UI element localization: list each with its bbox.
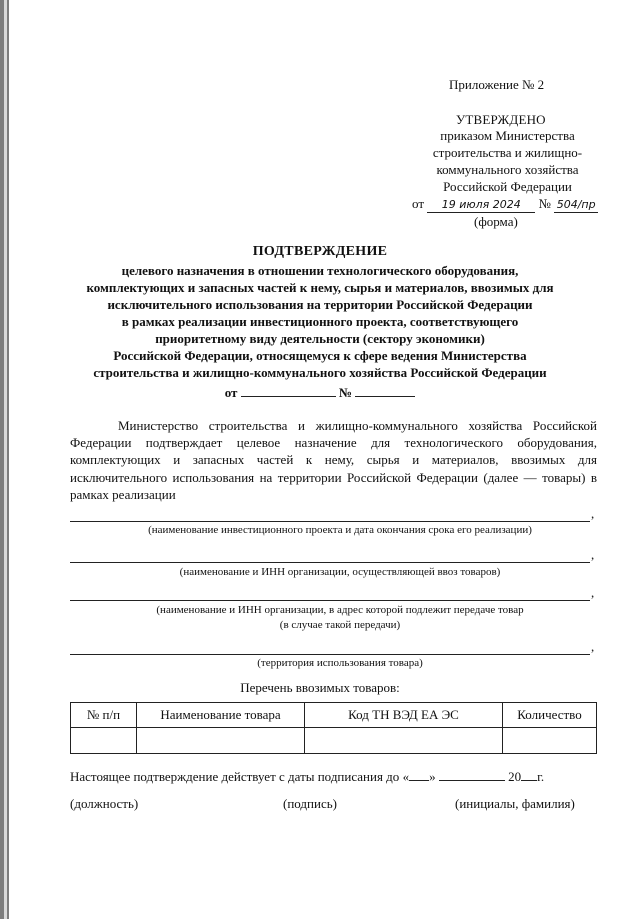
handwritten-number: 504/пр [556,198,596,211]
table-cell [305,728,503,754]
subtitle-line: Российской Федерации, относящемуся к сфере ведения Министерства [113,348,527,363]
field-comma: , [591,585,595,600]
table-row [71,728,597,754]
col-header-name: Наименование товара [137,703,305,728]
order-line: коммунального хозяйства [436,162,579,177]
col-header-number: № п/п [71,703,137,728]
order-date-number [412,196,598,213]
col-header-code: Код ТН ВЭД ЕА ЭС [305,703,503,728]
recipient-blank-line [70,600,590,601]
col-header-quantity: Количество [503,703,597,728]
subtitle-line: целевого назначения в отношении технологического оборудования, [121,263,519,278]
title-number-blank [355,396,415,397]
signature-caption: (подпись) [283,796,337,811]
subtitle-line: строительства и жилищно-коммунального хозяйства Российской Федерации [93,365,547,380]
year-prefix: 20 [508,769,522,784]
field-comma: , [591,547,595,562]
territory-caption: (территория использования товара) [257,657,423,669]
day-blank [409,780,429,781]
territory-blank-line [70,654,590,655]
goods-table-header-row [71,703,597,728]
name-caption: (инициалы, фамилия) [455,796,575,811]
number-prefix: № [538,196,551,211]
project-blank-line [70,521,590,522]
month-blank [439,780,505,781]
body-paragraph: Министерство строительства и жилищно-коммунального хозяйства Российской Федерации подтверждает целевое назначение для технологического оборудования, комплектующих и запасных частей к нему, сырья и материалов, ввозимых для исключительного использования на территории Российской Федерации (далее — товары) в рамках реализации [70,418,597,502]
title-date-blank [241,396,336,397]
from-prefix: от [412,196,425,211]
subtitle-line: комплектующих и запасных частей к нему, сырья и материалов, ввозимых для [86,280,554,295]
order-line: строительства и жилищно- [432,145,583,160]
field-comma: , [591,639,595,654]
close-quote: » [429,769,436,784]
order-block [410,127,605,195]
year-suffix: г. [537,769,545,784]
approved-label: УТВЕРЖДЕНО [456,112,546,127]
handwritten-date: 19 июля 2024 [441,198,521,211]
form-note: (форма) [474,214,518,229]
table-cell [71,728,137,754]
document-title: ПОДТВЕРЖДЕНИЕ [252,244,388,259]
order-line: приказом Министерства [440,128,575,143]
goods-list-heading: Перечень ввозимых товаров: [240,680,400,695]
title-number-label: № [338,385,353,400]
order-line: Российской Федерации [443,179,572,194]
recipient-caption: (наименование и ИНН организации, в адрес которой подлежит передаче товар [156,604,524,616]
document-subtitle [70,262,570,381]
table-cell [137,728,305,754]
open-quote: « [402,769,410,784]
subtitle-line: в рамках реализации инвестиционного проекта, соответствующего [121,314,519,329]
project-caption: (наименование инвестиционного проекта и дата окончания срока его реализации) [148,524,532,536]
subtitle-line: исключительного использования на территории Российской Федерации [107,297,533,312]
recipient-caption-note: (в случае такой передачи) [279,619,401,631]
validity-line [70,769,610,785]
year-blank [521,780,537,781]
position-caption: (должность) [70,796,139,811]
scan-edge [0,0,9,919]
goods-table [70,702,597,754]
title-from-label: от [224,385,238,400]
appendix-label: Приложение № 2 [449,77,545,92]
importer-caption: (наименование и ИНН организации, осуществляющей ввоз товаров) [179,566,501,578]
field-comma: , [591,506,595,521]
table-cell [503,728,597,754]
subtitle-line: приоритетному виду деятельности (сектору экономики) [155,331,485,346]
validity-text: Настоящее подтверждение действует с даты подписания до [70,769,400,784]
importer-blank-line [70,562,590,563]
title-date-number [0,385,640,401]
